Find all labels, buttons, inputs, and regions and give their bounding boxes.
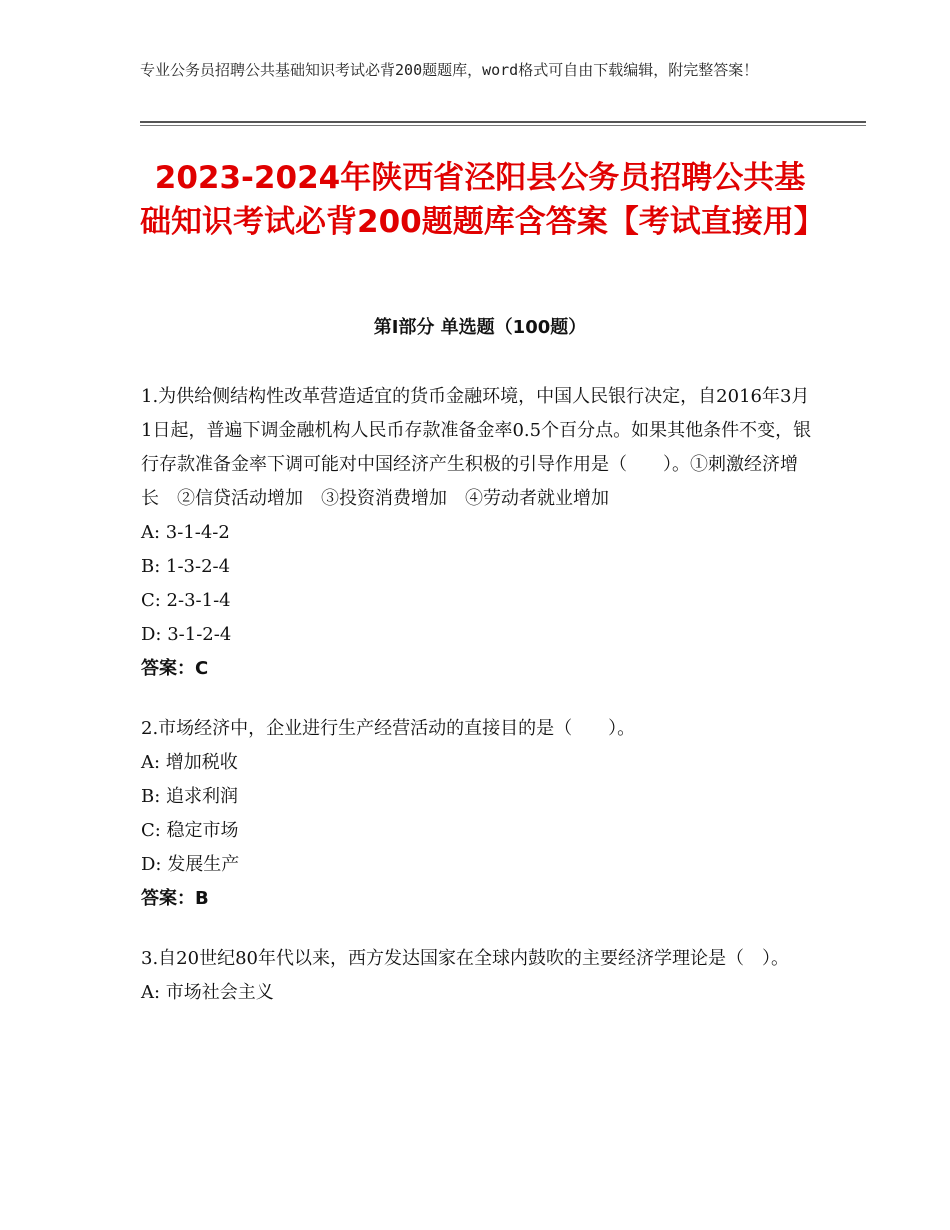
answer-label: 答案：B: [141, 888, 209, 909]
option-d: D: 发展生产: [141, 854, 240, 875]
header-note: 专业公务员招聘公共基础知识考试必背200题题库，word格式可自由下载编辑，附完整答案！: [140, 61, 759, 79]
section-title: 第Ⅰ部分 单选题（100题）: [373, 317, 587, 338]
option-b: B: 1-3-2-4: [141, 556, 231, 577]
option-c: C: 2-3-1-4: [141, 590, 231, 611]
question-stem: 3.自20世纪80年代以来，西方发达国家在全球内鼓吹的主要经济学理论是（ ）。: [141, 948, 789, 969]
question-3: [141, 942, 813, 1010]
option-b: B: 追求利润: [141, 786, 239, 807]
question-stem: 2.市场经济中，企业进行生产经营活动的直接目的是（ ）。: [141, 718, 636, 739]
question-1: [141, 380, 813, 686]
option-c: C: 稳定市场: [141, 820, 239, 841]
header-divider-thin: [140, 125, 866, 126]
option-d: D: 3-1-2-4: [141, 624, 232, 645]
option-a: A: 增加税收: [141, 752, 238, 773]
option-a: A: 市场社会主义: [141, 982, 274, 1003]
header-divider-thick: [140, 121, 866, 123]
option-a: A: 3-1-4-2: [141, 522, 230, 543]
question-stem: 1.为供给侧结构性改革营造适宜的货币金融环境，中国人民银行决定，自2016年3月1日起，普遍下调金融机构人民币存款准备金率0.5个百分点。如果其他条件不变，银行存款准备金率下调可能对中国经济产生积极的引导作用是（ ）。①刺激经济增长 ②信贷活动增加 ③投资消费增加 ④劳动者就业增加: [141, 386, 812, 509]
document-title: 2023-2024年陕西省泾阳县公务员招聘公共基础知识考试必背200题题库含答案【考试直接用】: [140, 160, 825, 240]
answer-label: 答案：C: [141, 658, 209, 679]
question-2: [141, 712, 813, 916]
question-list: [141, 380, 813, 1036]
